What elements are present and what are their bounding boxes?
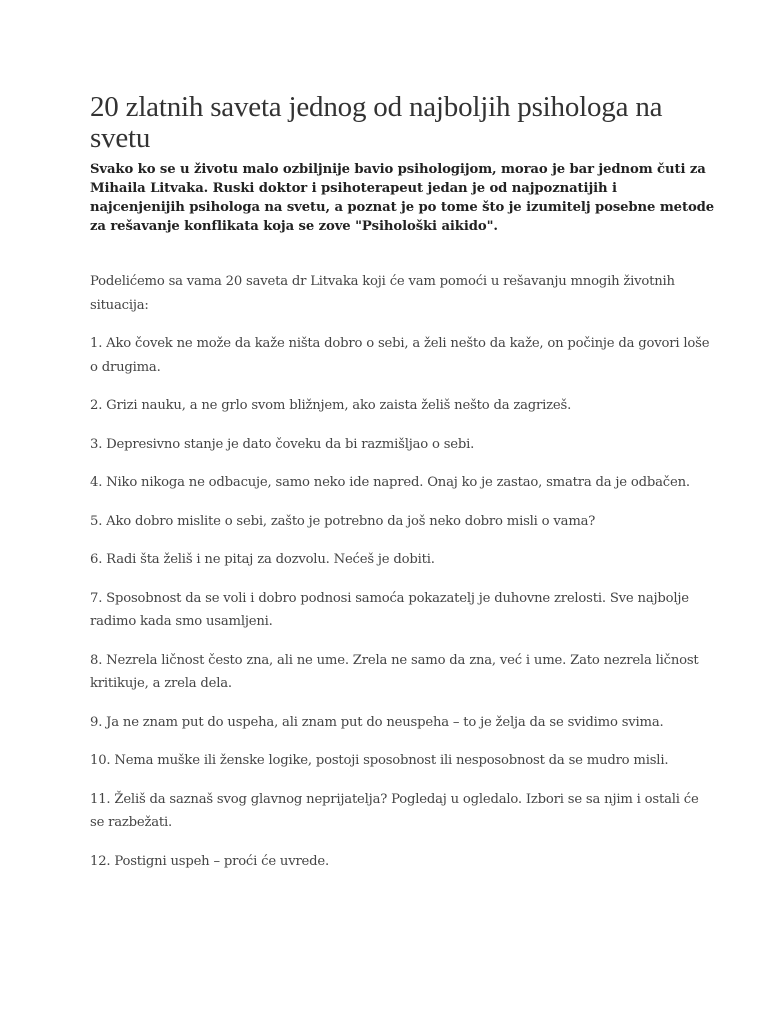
article-title: 20 zlatnih saveta jednog od najboljih psihologa na svetu bbox=[90, 91, 663, 154]
tip-item: 4. Niko nikoga ne odbacuje, samo neko ide napred. Onaj ko je zastao, smatra da je odbačen. bbox=[90, 475, 690, 490]
tip-item: 2. Grizi nauku, a ne grlo svom bližnjem, ako zaista želiš nešto da zagrizeš. bbox=[90, 398, 572, 413]
tip-item: 8. Nezrela ličnost često zna, ali ne ume. Zrela ne samo da zna, već i ume. Zato nezrela ličnost kritikuje, a zrela dela. bbox=[90, 652, 699, 691]
article-intro: Podelićemo sa vama 20 saveta dr Litvaka koji će vam pomoći u rešavanju mnogih životnih situacija: bbox=[90, 274, 675, 313]
tip-item: 7. Sposobnost da se voli i dobro podnosi samoća pokazatelj je duhovne zrelosti. Sve najbolje radimo kada smo usamljeni. bbox=[90, 590, 689, 629]
tip-item: 10. Nema muške ili ženske logike, postoji sposobnost ili nesposobnost da se mudro misli. bbox=[90, 753, 669, 768]
article bbox=[90, 92, 715, 873]
tip-item: 12. Postigni uspeh – proći će uvrede. bbox=[90, 853, 330, 869]
tips-list bbox=[90, 332, 715, 873]
tip-item: 1. Ako čovek ne može da kaže ništa dobro o sebi, a želi nešto da kaže, on počinje da govori loše o drugima. bbox=[90, 336, 710, 375]
tip-item: 6. Radi šta želiš i ne pitaj za dozvolu. Nećeš je dobiti. bbox=[90, 552, 435, 567]
tip-item: 3. Depresivno stanje je dato čoveku da bi razmišljao o sebi. bbox=[90, 436, 475, 452]
tip-item: 9. Ja ne znam put do uspeha, ali znam put do neuspeha – to je želja da se svidimo svima. bbox=[90, 714, 664, 730]
article-lead: Svako ko se u životu malo ozbiljnije bavio psihologijom, morao je bar jednom čuti za Mihaila Litvaka. Ruski doktor i psihoterapeut jedan je od najpoznatijih i najcenjenijih psihologa na svetu, a poznat je po tome što je izumitelj posebne metode za rešavanje konflikata koja se zove "Psihološki aikido". bbox=[90, 162, 715, 234]
tip-item: 5. Ako dobro mislite o sebi, zašto je potrebno da još neko dobro misli o vama? bbox=[90, 513, 596, 529]
tip-item: 11. Želiš da saznaš svog glavnog neprijatelja? Pogledaj u ogledalo. Izbori se sa njim i ostali će se razbežati. bbox=[90, 791, 699, 830]
